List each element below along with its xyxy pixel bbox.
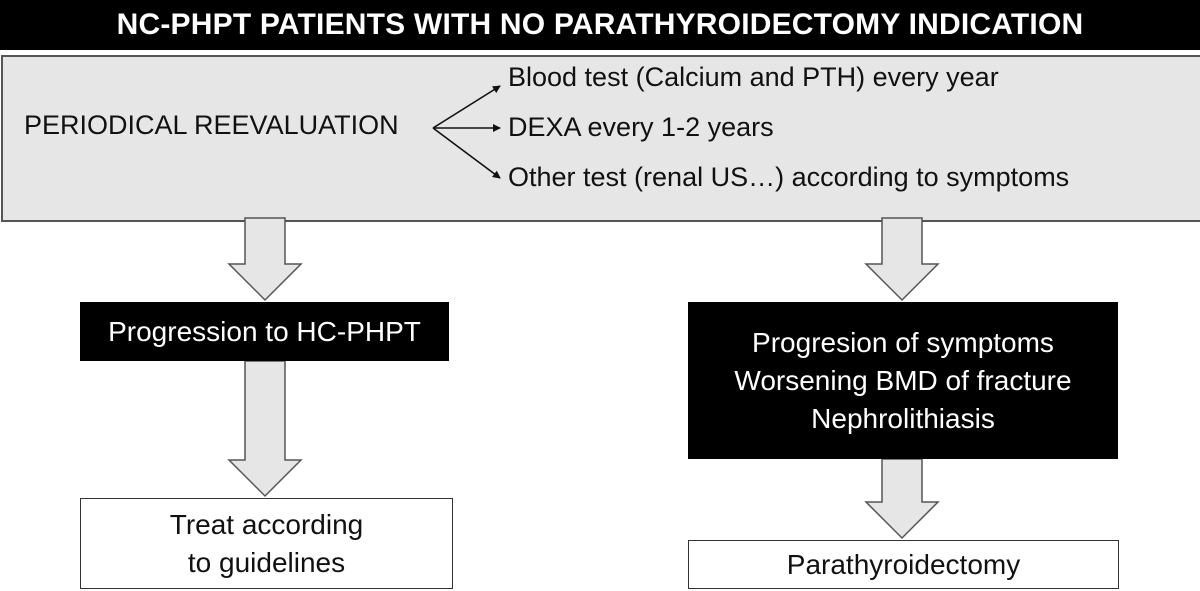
block-arrow-symptoms-to-ptx [866, 459, 938, 538]
title-text: NC-PHPT PATIENTS WITH NO PARATHYROIDECTOMY INDICATION [116, 8, 1084, 41]
fan-arrow-blood [433, 86, 500, 128]
progression-symptoms-box [688, 302, 1118, 459]
symptoms-line-2: Worsening BMD of fracture [734, 364, 1072, 396]
symptoms-line-3: Nephrolithiasis [811, 402, 995, 434]
treat-guidelines-box [80, 498, 453, 589]
parathyroidectomy-box [688, 540, 1119, 589]
symptoms-line-1: Progresion of symptoms [752, 326, 1054, 358]
test-item-blood: Blood test (Calcium and PTH) every year [508, 62, 999, 92]
block-arrow-reeval-to-symptoms [866, 218, 938, 300]
fan-arrow-other [433, 128, 500, 178]
test-item-dexa: DEXA every 1-2 years [508, 112, 774, 142]
parathyroidectomy-text: Parathyroidectomy [786, 548, 1021, 580]
treat-line-1: Treat according [169, 508, 364, 540]
block-arrow-reeval-to-hc [229, 218, 301, 300]
test-item-other: Other test (renal US…) according to symptoms [508, 162, 1070, 192]
reevaluation-label: PERIODICAL REEVALUATION [24, 110, 399, 140]
block-arrow-hc-to-treat [229, 361, 301, 496]
treat-line-2: to guidelines [187, 546, 346, 578]
progression-hc-text: Progression to HC-PHPT [108, 315, 421, 347]
progression-hc-box [80, 302, 449, 361]
